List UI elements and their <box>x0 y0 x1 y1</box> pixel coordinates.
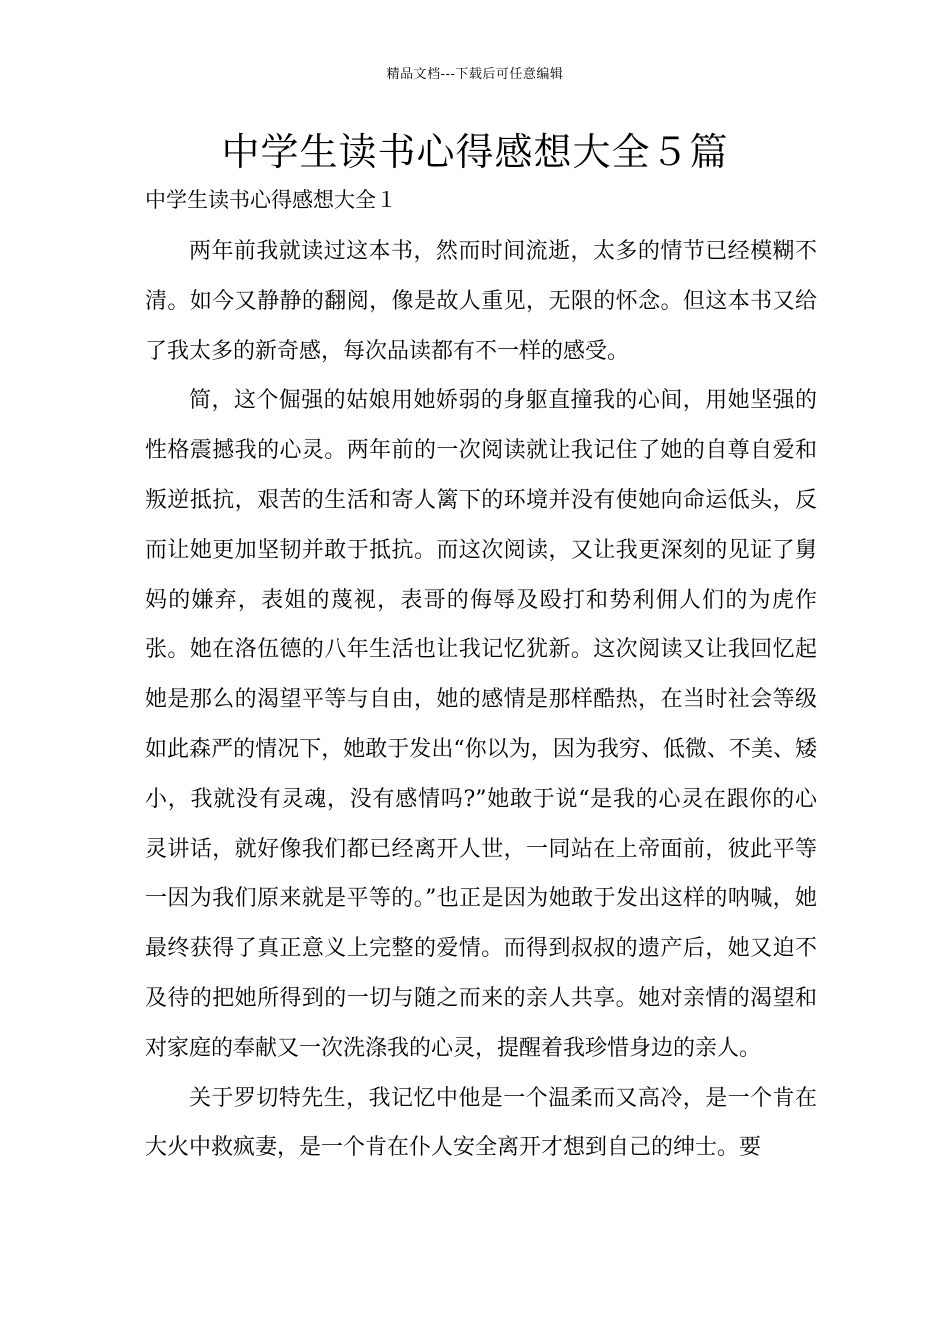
section-heading: 中学生读书心得感想大全１ <box>145 188 397 212</box>
body-text <box>145 227 817 1173</box>
document-title: 中学生读书心得感想大全５篇 <box>221 130 729 174</box>
paragraph: 关于罗切特先生，我记忆中他是一个温柔而又高冷，是一个肯在大火中救疯妻，是一个肯在仆人安全离开才想到自己的绅士。要 <box>145 1085 817 1161</box>
paragraph: 两年前我就读过这本书，然而时间流逝，太多的情节已经模糊不清。如今又静静的翻阅，像是故人重见，无限的怀念。但这本书又给了我太多的新奇感，每次品读都有不一样的感受。 <box>145 239 817 364</box>
page-header: 精品文档---下载后可任意编辑 <box>386 67 564 82</box>
paragraph: 简，这个倔强的姑娘用她娇弱的身躯直撞我的心间，用她坚强的性格震撼我的心灵。两年前的一次阅读就让我记住了她的自尊自爱和叛逆抵抗，艰苦的生活和寄人篱下的环境并没有使她向命运低头，反而让她更加坚韧并敢于抵抗。而这次阅读，又让我更深刻的见证了舅妈的嫌弃，表姐的蔑视，表哥的侮辱及殴打和势利佣人们的为虎作张。她在洛伍德的八年生活也让我记忆犹新。这次阅读又让我回忆起她是那么的渴望平等与自由，她的感情是那样酷热，在当时社会等级如此森严的情况下，她敢于发出“你以为，因为我穷、低微、不美、矮小，我就没有灵魂，没有感情吗?”她敢于说“是我的心灵在跟你的心灵讲话，就好像我们都已经离开人世，一同站在上帝面前，彼此平等一因为我们原来就是平等的。”也正是因为她敢于发出这样的呐喊，她最终获得了真正意义上完整的爱情。而得到叔叔的遗产后，她又迫不及待的把她所得到的一切与随之而来的亲人共享。她对亲情的渴望和对家庭的奉献又一次洗涤我的心灵，提醒着我珍惜身边的亲人。 <box>145 388 817 1061</box>
